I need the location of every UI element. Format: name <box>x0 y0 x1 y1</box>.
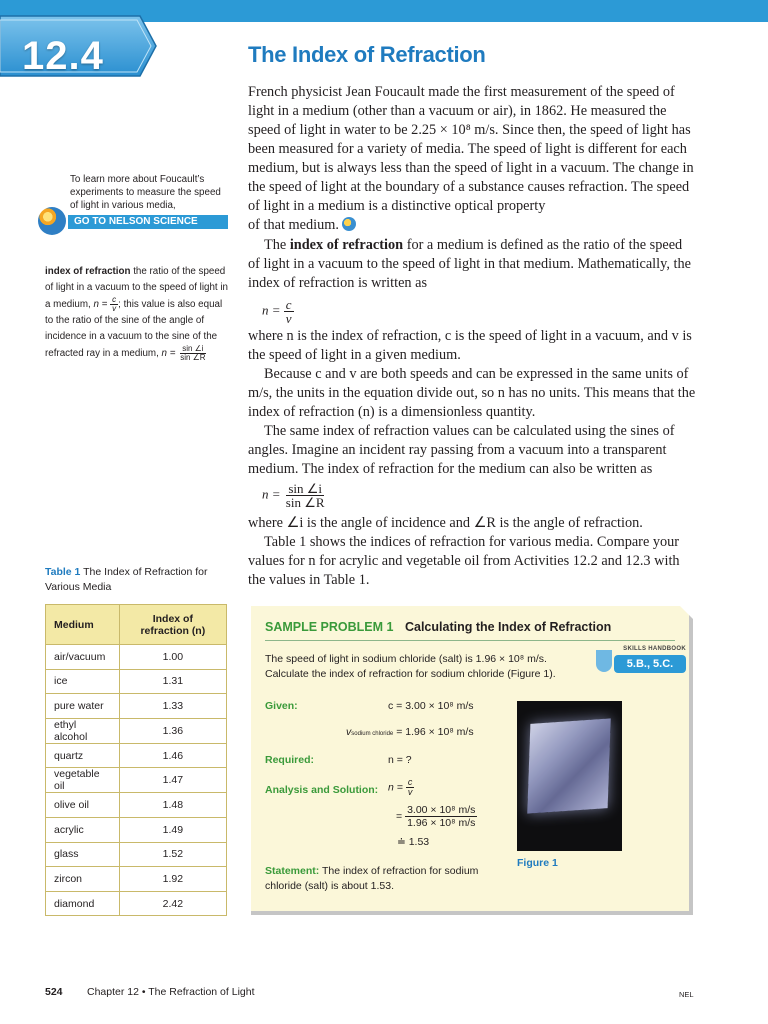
nelson-globe-icon[interactable] <box>342 217 356 231</box>
go-to-nelson-science-link[interactable]: GO TO NELSON SCIENCE <box>68 215 228 229</box>
skills-handbook-code[interactable]: 5.B., 5.C. <box>614 655 686 673</box>
paragraph-5: The same index of refraction values can be calculated using the sines of angles. Imagine an incident ray passing from a vacuum into a transparent medium. The index of refraction for the medium can also be written as <box>248 423 675 477</box>
sample-problem-label: SAMPLE PROBLEM 1 <box>265 620 394 634</box>
paragraph-2 <box>248 236 696 293</box>
table-row <box>46 718 227 743</box>
page-fold-corner <box>679 605 693 619</box>
nelson-science-globe-icon[interactable] <box>38 207 66 235</box>
medium-cell: diamond <box>46 891 120 916</box>
glossary-eq1-fraction <box>110 296 118 313</box>
medium-cell: glass <box>46 842 120 867</box>
substitution-fraction <box>405 804 477 829</box>
table-caption <box>45 565 225 595</box>
index-cell: 1.48 <box>119 793 226 818</box>
analysis-fraction <box>406 778 415 797</box>
index-cell: 1.52 <box>119 842 226 867</box>
analysis-lhs: n = <box>388 781 403 794</box>
medium-cell: ethyl alcohol <box>46 718 120 743</box>
eq1-fraction <box>284 298 294 325</box>
given-label: Given: <box>265 700 298 712</box>
paragraph-4: Because c and v are both speeds and can be expressed in the same units of m/s, the units in the equation divide out, so n has no units. This means that the index of refraction (n) is a dimensionless quantity. <box>248 366 696 420</box>
chapter-title: Chapter 12 • The Refraction of Light <box>87 986 255 998</box>
heading-divider <box>265 640 675 641</box>
index-cell: 1.92 <box>119 867 226 892</box>
index-cell: 1.33 <box>119 694 226 719</box>
table-row <box>46 842 227 867</box>
skills-handbook-badge[interactable] <box>596 646 686 670</box>
glossary-term: index of refraction <box>45 266 131 277</box>
required-value: n = ? <box>388 754 412 766</box>
given-v <box>346 725 474 742</box>
salt-crystal-photo <box>517 701 622 851</box>
glossary-definition <box>45 264 230 362</box>
key-term-index-of-refraction: index of refraction <box>289 237 404 253</box>
substitution-den: 1.96 × 10⁸ m/s <box>407 817 476 829</box>
sample-problem-box <box>251 606 693 915</box>
paragraph-2-pre: The <box>264 237 287 253</box>
glossary-eq2-num: sin ∠i <box>182 344 204 354</box>
medium-cell: olive oil <box>46 793 120 818</box>
eq1-den: v <box>285 311 292 326</box>
sample-problem-statement: The speed of light in sodium chloride (salt) is 1.96 × 10⁸ m/s. Calculate the index of refraction for sodium chloride (Figure 1). <box>265 653 556 680</box>
table-row <box>46 743 227 768</box>
paragraph-3: where n is the index of refraction, c is the speed of light in a vacuum, and v is the speed of light in a given medium. <box>248 328 692 363</box>
medium-cell: quartz <box>46 743 120 768</box>
glossary-eq1-num: c <box>112 295 117 304</box>
table-row <box>46 817 227 842</box>
sidebar-note: To learn more about Foucault’s experiments to measure the speed of light in various media, <box>70 174 221 211</box>
given-c: c = 3.00 × 10⁸ m/s <box>388 700 474 712</box>
index-cell: 1.46 <box>119 743 226 768</box>
glossary-eq1-lhs: n = <box>93 299 108 311</box>
table-row <box>46 768 227 793</box>
substitution-num: 3.00 × 10⁸ m/s <box>407 804 476 816</box>
eq2-num: sin ∠i <box>288 481 322 496</box>
figure-1-label: Figure 1 <box>517 857 558 869</box>
table-row <box>46 793 227 818</box>
column-header-index: Index of refraction (n) <box>119 605 226 645</box>
glossary-text-1: the ratio of the speed of light in a vacuum to the speed of light in a medium, <box>45 266 228 311</box>
medium-cell: vegetable oil <box>46 768 120 793</box>
table-row <box>46 694 227 719</box>
table-row <box>46 891 227 916</box>
sample-problem-heading <box>265 620 611 634</box>
medium-cell: acrylic <box>46 817 120 842</box>
substitution-step: = $\frac{\text{3.00 × 10⁸ m/s}}{\text{1.96 × 10⁸ m/s}}$ <box>396 804 476 829</box>
index-cell: 1.31 <box>119 669 226 694</box>
glossary-eq2-lhs: n = <box>161 348 176 360</box>
statement <box>265 864 505 894</box>
skills-handbook-label: SKILLS HANDBOOK <box>623 646 686 652</box>
glossary-eq2-den: sin ∠R <box>180 353 206 363</box>
analysis-equation <box>388 778 414 797</box>
paragraph-1 <box>248 83 696 235</box>
index-cell: 2.42 <box>119 891 226 916</box>
eq2-fraction <box>284 482 327 509</box>
medium-cell: zircon <box>46 867 120 892</box>
given-v-subscript: sodium chloride <box>351 731 394 737</box>
table-number: Table 1 <box>45 566 81 578</box>
page-number: 524 <box>45 986 63 998</box>
section-number: 12.4 <box>22 34 104 78</box>
table-row <box>46 867 227 892</box>
salt-crystal-image <box>527 718 611 813</box>
analysis-label: Analysis and Solution: <box>265 784 379 796</box>
equation-n-c-over-v <box>262 298 294 325</box>
medium-cell: air/vacuum <box>46 645 120 670</box>
eq2-den: sin ∠R <box>285 495 325 510</box>
paragraph-2-post: for a medium is defined as the ratio of the speed of light in a vacuum to the speed of light in that medium. Mathematically, the index of refraction is written as <box>248 237 691 291</box>
statement-text: The index of refraction for sodium chloride (salt) is about 1.53. <box>265 865 479 892</box>
paragraph-6: where ∠i is the angle of incidence and ∠R is the angle of refraction. <box>248 515 643 531</box>
column-header-medium: Medium <box>46 605 120 645</box>
required-label: Required: <box>265 754 315 766</box>
paragraph-1-text: French physicist Jean Foucault made the first measurement of the speed of light in a medium (other than a vacuum or air), in 1862. He measured the speed of light in water to be 2.25 × 10⁸ m/s. Since then, the speed of light has been measured for a variety of media. The speed of light is different for each medium, but is always less than the speed of light in a vacuum. The change in the speed of light at the boundary of a substance causes refraction. The speed of light in a medium is a distinctive optical property <box>248 84 694 214</box>
paragraph-7: Table 1 shows the indices of refraction for various media. Compare your values for n for acrylic and vegetable oil from Activities 12.2 and 12.3 with the values in Table 1. <box>248 534 680 588</box>
index-cell: 1.49 <box>119 817 226 842</box>
given-v-symbol: v <box>346 726 352 738</box>
analysis-den: v <box>407 787 413 797</box>
eq1-num: c <box>285 297 292 312</box>
index-cell: 1.47 <box>119 768 226 793</box>
page-title: The Index of Refraction <box>248 42 486 67</box>
glossary-text-2: ; this value is also equal to the ratio of the sine of the angle of incidence in a vacuum to the sine of the refracted ray in a medium, <box>45 299 223 360</box>
index-cell: 1.00 <box>119 645 226 670</box>
section-badge <box>0 12 158 80</box>
medium-cell: pure water <box>46 694 120 719</box>
given-v-value: = 1.96 × 10⁸ m/s <box>396 726 474 738</box>
table-caption-text: The Index of Refraction for Various Media <box>45 566 208 593</box>
sample-problem-title: Calculating the Index of Refraction <box>404 620 612 634</box>
glossary-eq1-den: v <box>112 304 117 313</box>
table-row <box>46 645 227 670</box>
medium-cell: ice <box>46 669 120 694</box>
equation-n-sine-ratio <box>262 482 327 509</box>
result-value: ≐ 1.53 <box>397 836 430 848</box>
refraction-index-table <box>45 604 227 916</box>
statement-label: Statement: <box>265 865 320 877</box>
flask-icon <box>596 650 612 672</box>
table-row <box>46 669 227 694</box>
glossary-eq2-fraction <box>178 345 207 362</box>
paragraph-1-end: of that medium. <box>248 217 339 233</box>
analysis-num: c <box>407 777 413 787</box>
index-cell: 1.36 <box>119 718 226 743</box>
eq1-lhs: n = <box>262 302 281 318</box>
eq2-lhs: n = <box>262 486 281 502</box>
publisher-mark: NEL <box>679 990 694 999</box>
